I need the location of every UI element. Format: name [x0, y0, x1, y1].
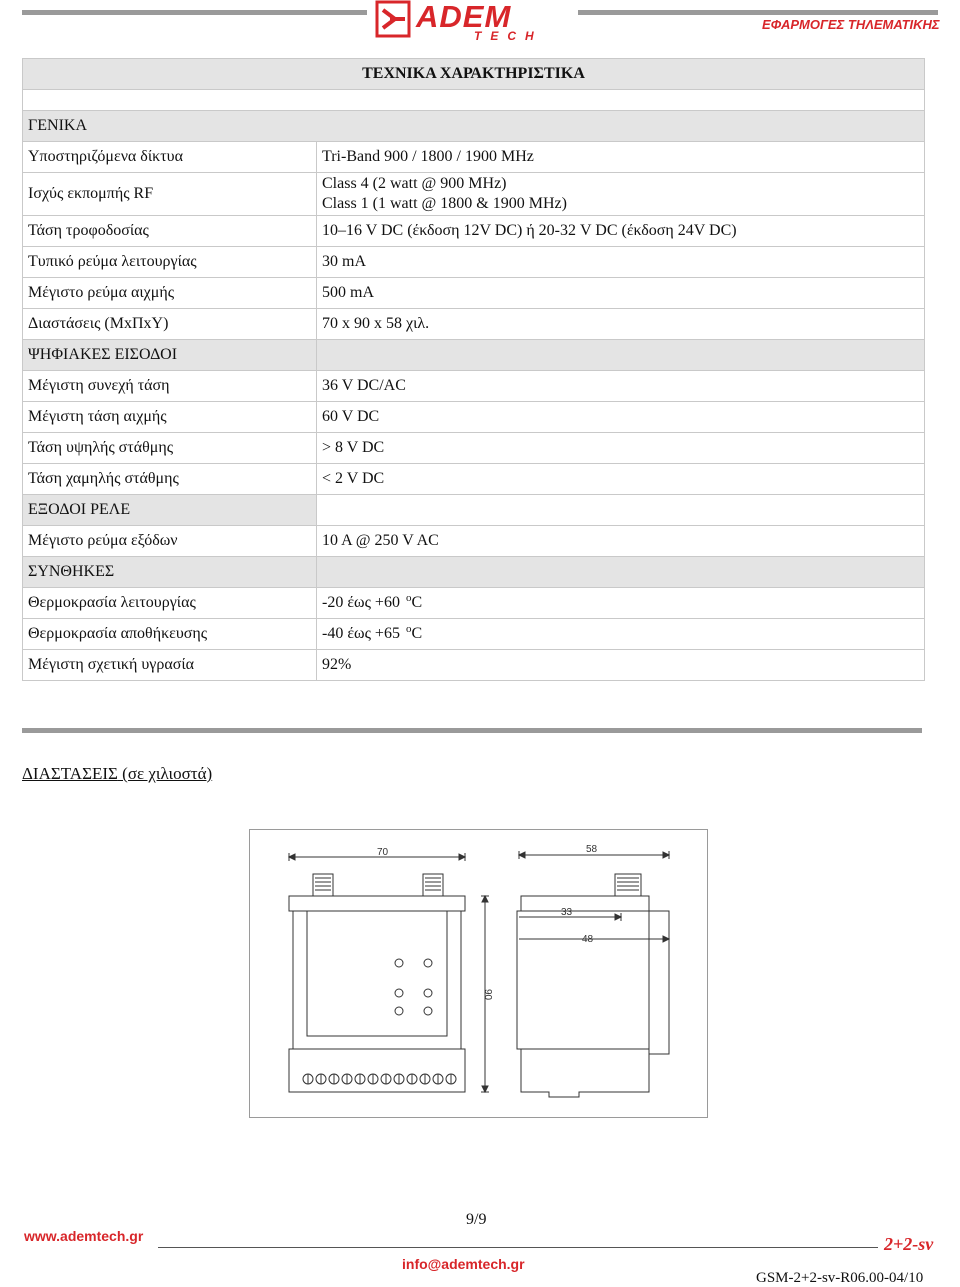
- spec-label: Μέγιστη τάση αιχμής: [23, 402, 317, 433]
- header-tagline: ΕΦΑΡΜΟΓΕΣ ΤΗΛΕΜΑΤΙΚΗΣ: [762, 17, 940, 32]
- spec-label: Ισχύς εκπομπής RF: [23, 173, 317, 216]
- spec-value: [317, 619, 925, 650]
- spec-value: 60 V DC: [317, 402, 925, 433]
- dimensions-title: [22, 764, 212, 784]
- dimension-drawing: [249, 829, 708, 1118]
- spec-value: [317, 173, 925, 216]
- section-row: [23, 557, 925, 588]
- spec-table-title: ΤΕΧΝΙΚΑ ΧΑΡΑΚΤΗΡΙΣΤΙΚΑ: [23, 59, 925, 90]
- dim-label-33: 33: [561, 907, 573, 918]
- spec-table-title-row: [23, 59, 925, 90]
- spec-value: Tri-Band 900 / 1800 / 1900 MHz: [317, 142, 925, 173]
- section-separator: [22, 728, 922, 733]
- section-row: [23, 111, 925, 142]
- spec-value: 10–16 V DC (έκδοση 12V DC) ή 20-32 V DC (έκδοση 24V DC): [317, 216, 925, 247]
- model-name: 2+2-sv: [884, 1234, 934, 1254]
- table-row: [23, 402, 925, 433]
- degree-superscript: o: [405, 591, 412, 604]
- spec-value: [317, 588, 925, 619]
- unit-text: C: [411, 624, 423, 642]
- table-row: [23, 650, 925, 681]
- spec-label: Μέγιστη σχετική υγρασία: [23, 650, 317, 681]
- spec-label: Μέγιστο ρεύμα αιχμής: [23, 278, 317, 309]
- table-row: [23, 619, 925, 650]
- table-row: [23, 464, 925, 495]
- dimensions-title-main: ΔΙΑΣΤΑΣΕΙΣ: [22, 764, 118, 783]
- website-link[interactable]: www.ademtech.gr: [24, 1228, 144, 1244]
- dimensions-title-suffix: (σε χιλιοστά): [117, 764, 213, 783]
- spec-value: 36 V DC/AC: [317, 371, 925, 402]
- spec-label: Τάση χαμηλής στάθμης: [23, 464, 317, 495]
- table-row: [23, 309, 925, 340]
- dim-label-height: 90: [482, 989, 493, 1001]
- section-row: [23, 495, 925, 526]
- page-number: 9/9: [466, 1211, 487, 1228]
- header-rule-left: [22, 10, 367, 15]
- spec-value-text: -20 έως +60: [322, 593, 404, 611]
- spec-label: Τάση υψηλής στάθμης: [23, 433, 317, 464]
- spec-value-line-1: Class 4 (2 watt @ 900 MHz): [322, 175, 507, 192]
- spec-value: 30 mA: [317, 247, 925, 278]
- section-general: ΓΕΝΙΚΑ: [23, 111, 925, 142]
- document-reference: GSM-2+2-sv-R06.00-04/10: [756, 1270, 924, 1286]
- footer-rule: [158, 1247, 878, 1248]
- table-row: [23, 142, 925, 173]
- table-row: [23, 526, 925, 557]
- section-conditions: ΣΥΝΘΗΚΕΣ: [23, 557, 317, 588]
- spec-label: Μέγιστο ρεύμα εξόδων: [23, 526, 317, 557]
- logo-brand: ADEM: [416, 0, 512, 34]
- dim-label-depth: 58: [586, 844, 598, 855]
- spec-label: Θερμοκρασία λειτουργίας: [23, 588, 317, 619]
- spec-value: 500 mA: [317, 278, 925, 309]
- spec-value: 10 A @ 250 V AC: [317, 526, 925, 557]
- spec-value: > 8 V DC: [317, 433, 925, 464]
- spec-table: [22, 58, 925, 681]
- spec-value: < 2 V DC: [317, 464, 925, 495]
- table-row: [23, 371, 925, 402]
- spacer-row: [23, 90, 925, 111]
- table-row: [23, 588, 925, 619]
- email-link[interactable]: info@ademtech.gr: [402, 1256, 525, 1272]
- table-row: [23, 216, 925, 247]
- section-relay-outputs: ΕΞΟΔΟΙ ΡΕΛΕ: [23, 495, 317, 526]
- spec-label: Υποστηριζόμενα δίκτυα: [23, 142, 317, 173]
- table-row: [23, 278, 925, 309]
- spec-label: Διαστάσεις (ΜxΠxΥ): [23, 309, 317, 340]
- dim-label-48: 48: [582, 934, 594, 945]
- spec-value: 70 x 90 x 58 χιλ.: [317, 309, 925, 340]
- degree-superscript: o: [405, 622, 412, 635]
- spec-value-text: -40 έως +65: [322, 624, 404, 642]
- table-row: [23, 433, 925, 464]
- spec-value: 92%: [317, 650, 925, 681]
- dim-label-width: 70: [377, 847, 389, 858]
- spec-label: Τυπικό ρεύμα λειτουργίας: [23, 247, 317, 278]
- spec-label: Θερμοκρασία αποθήκευσης: [23, 619, 317, 650]
- spec-label: Τάση τροφοδοσίας: [23, 216, 317, 247]
- spec-value-line-2: Class 1 (1 watt @ 1800 & 1900 MHz): [322, 195, 567, 212]
- section-row: [23, 340, 925, 371]
- table-row: [23, 247, 925, 278]
- section-digital-inputs: ΨΗΦΙΑΚΕΣ ΕΙΣΟΔΟΙ: [23, 340, 317, 371]
- header-rule-right: [578, 10, 938, 15]
- logo-brand-sub: TECH: [474, 29, 543, 42]
- unit-text: C: [411, 593, 423, 611]
- spec-label: Μέγιστη συνεχή τάση: [23, 371, 317, 402]
- table-row: [23, 173, 925, 216]
- adem-tech-logo: [374, 0, 570, 42]
